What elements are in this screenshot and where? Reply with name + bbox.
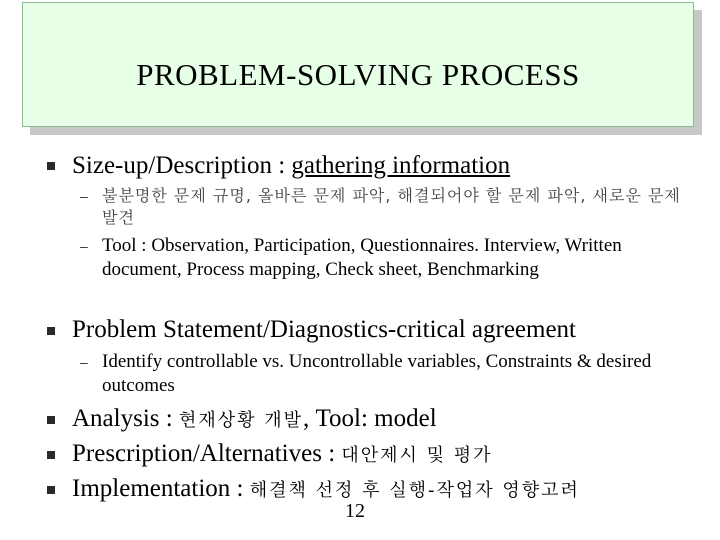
page-number: 12 xyxy=(345,500,365,522)
bullet-analysis xyxy=(72,404,437,436)
sub-bullet-identify: Identify controllable vs. Uncontrollable variables, Constraints & desired outcomes xyxy=(102,351,652,396)
dash-marker: – xyxy=(80,354,88,370)
bullet-marker xyxy=(47,162,55,170)
bullet-marker xyxy=(47,416,55,424)
bullet-implementation xyxy=(72,474,580,506)
bullet-size-up xyxy=(72,151,510,181)
bullet-text: Analysis : xyxy=(72,405,179,432)
bullet-prescription xyxy=(72,439,493,471)
sub-bullet-tools: Tool : Observation, Participation, Questionnaires. Interview, Written document, Process mapping, Check sheet, Benchmarking xyxy=(102,235,622,280)
underlined-text: gathering information xyxy=(291,152,511,179)
slide-title: PROBLEM-SOLVING PROCESS xyxy=(136,56,580,92)
bullet-text: Prescription/Alternatives : xyxy=(72,440,342,467)
bullet-text: Size-up/Description : xyxy=(72,152,292,179)
bullet-suffix: , Tool: model xyxy=(303,405,437,432)
korean-text: 대안제시 및 평가 xyxy=(341,445,493,466)
sub-bullet-korean: 불분명한 문제 규명, 올바른 문제 파악, 해결되어야 할 문제 파악, 새로운 문제 발견 xyxy=(102,186,681,227)
bullet-text: Implementation : xyxy=(72,475,250,502)
bullet-problem-statement: Problem Statement/Diagnostics-critical agreement xyxy=(72,316,577,343)
korean-text: 해결책 선정 후 실행-작업자 영향고려 xyxy=(249,480,580,501)
bullet-marker xyxy=(47,486,55,494)
slide-right-margin xyxy=(699,0,720,540)
dash-marker: – xyxy=(80,238,88,254)
korean-text: 현재상황 개발 xyxy=(178,410,304,431)
dash-marker: – xyxy=(80,188,88,204)
title-box xyxy=(22,2,694,127)
bullet-marker xyxy=(47,451,55,459)
bullet-marker xyxy=(47,327,55,335)
